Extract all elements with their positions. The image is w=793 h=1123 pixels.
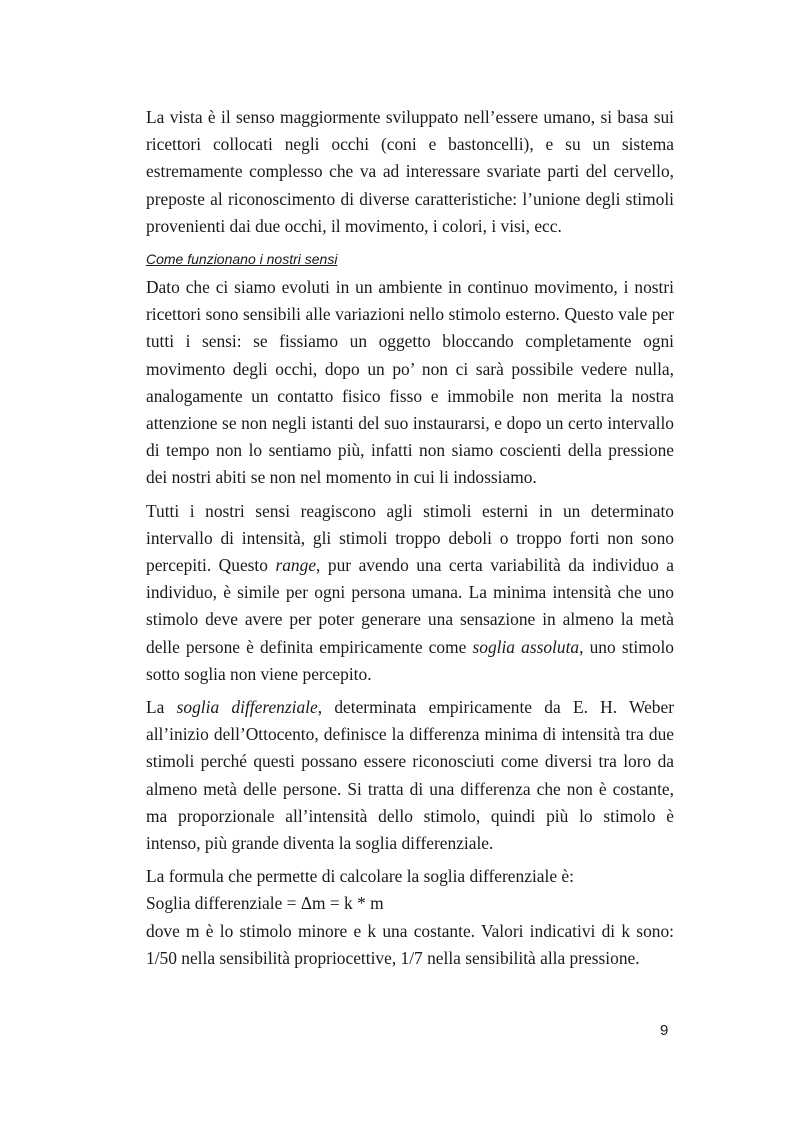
term-differential-threshold: soglia differenziale	[176, 697, 318, 718]
paragraph-formula-intro: La formula che permette di calcolare la soglia differenziale è:	[146, 866, 574, 887]
body-text	[146, 104, 674, 972]
paragraph-vision: La vista è il senso maggiormente sviluppato nell’essere umano, si basa sui ricettori collocati negli occhi (coni e bastoncelli), e su un sistema estremamente complesso che va ad interessare svariate parti del cervello, preposte al riconoscimento di diverse caratteristiche: l’unione degli stimoli provenienti dai due occhi, il movimento, i colori, i visi, ecc.	[146, 107, 674, 236]
paragraph-differential-threshold	[146, 694, 674, 857]
paragraph-senses-movement: Dato che ci siamo evoluti in un ambiente in continuo movimento, i nostri ricettori sono sensibili alle variazioni nello stimolo esterno. Questo vale per tutti i sensi: se fissiamo un oggetto bloccando completamente ogni movimento degli occhi, dopo un po’ non ci sarà possibile vedere nulla, analogamente un contatto fisico fisso e immobile non merita la nostra attenzione se non negli istanti del suo instaurarsi, e dopo un certo intervallo di tempo non lo sentiamo più, infatti non siamo coscienti della pressione dei nostri abiti se non nel momento in cui li indossiamo.	[146, 277, 674, 488]
formula: Soglia differenziale = Δm = k * m	[146, 893, 384, 914]
page-number: 9	[660, 1022, 669, 1039]
term-absolute-threshold: soglia assoluta	[472, 636, 580, 657]
text-span: , determinata empiricamente da E. H. Weber all’inizio dell’Ottocento, definisce la differenza minima di intensità tra due stimoli perché questi possano essere riconosciuti come diversi tra loro da almeno metà delle persone. Si tratta di una differenza che non è costante, ma proporzionale all’intensità dello stimolo, quindi più lo stimolo è intenso, più grande diventa la soglia differenziale.	[146, 697, 674, 854]
paragraph-intensity-range	[146, 498, 674, 688]
text-span: , uno stimolo sotto soglia non viene percepito.	[146, 636, 674, 684]
section-heading: Come funzionano i nostri sensi	[146, 251, 338, 268]
text-span: Tutti i nostri sensi reagiscono agli stimoli esterni in un determinato intervallo di intensità, gli stimoli troppo deboli o troppo forti non sono percepiti. Questo	[146, 500, 674, 576]
paragraph-k-values: dove m è lo stimolo minore e k una costante. Valori indicativi di k sono: 1/50 nella sensibilità propriocettive, 1/7 nella sensibilità alla pressione.	[146, 920, 674, 968]
text-span: , pur avendo una certa variabilità da individuo a individuo, è simile per ogni persona umana. La minima intensità che uno stimolo deve avere per poter generare una sensazione in almeno la metà delle persone è definita empiricamente come	[146, 555, 674, 657]
text-span: La	[146, 697, 177, 718]
term-range: range	[275, 555, 317, 576]
